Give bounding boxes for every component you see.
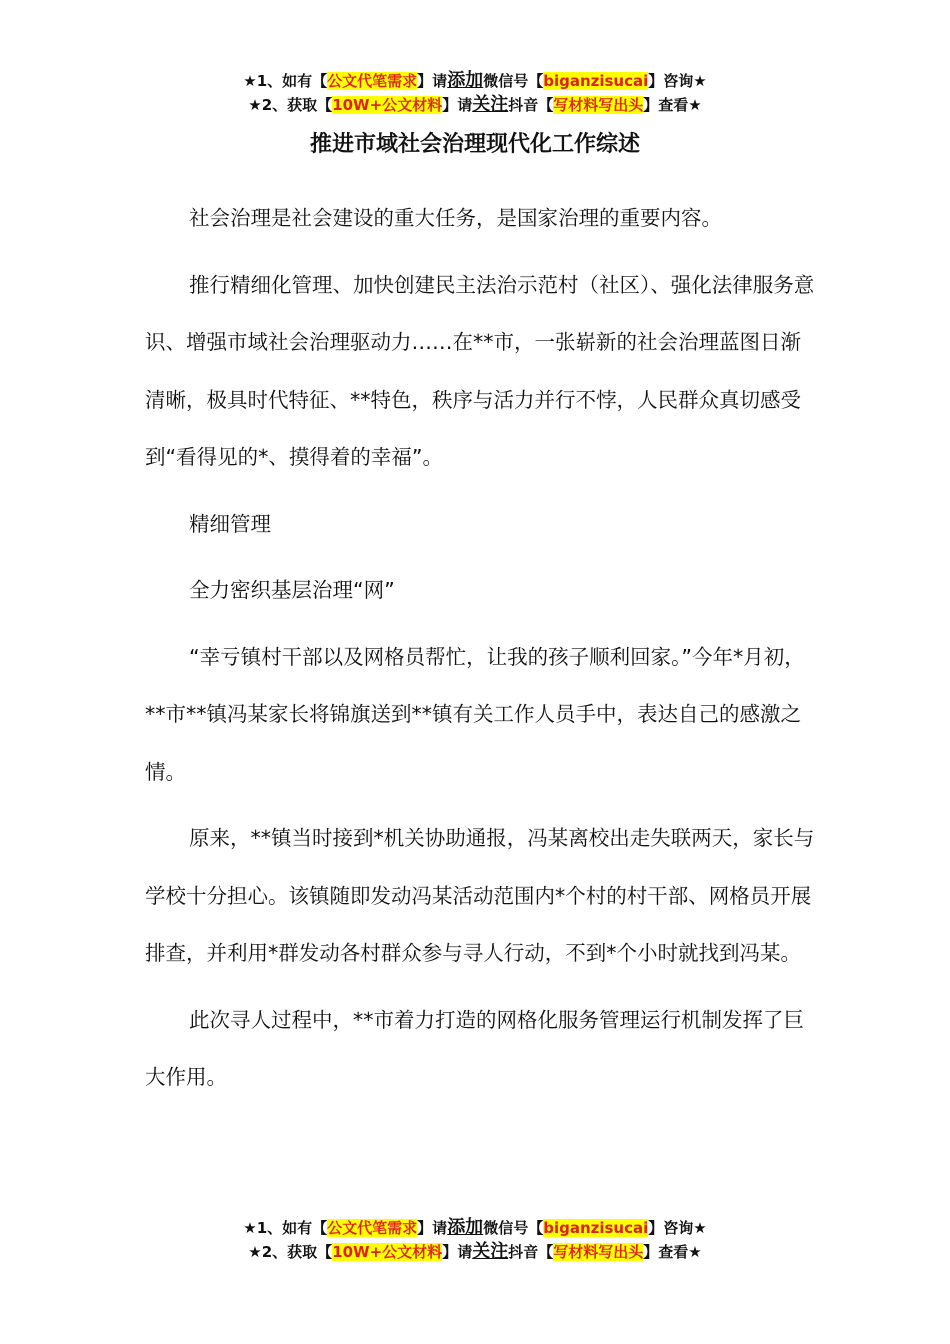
banner-line-1 bbox=[0, 69, 950, 93]
paragraph: “幸亏镇村干部以及网格员帮忙，让我的孩子顺利回家。”今年*月初，**市**镇冯某家长将锦旗送到**镇有关工作人员手中，表达自己的感激之情。 bbox=[145, 644, 805, 784]
banner-highlight: 10W+公文材料 bbox=[332, 1243, 443, 1261]
header-banner bbox=[0, 69, 950, 117]
banner-text: ★2、获取【 bbox=[248, 1243, 333, 1261]
banner-text: ★2、获取【 bbox=[248, 96, 333, 114]
paragraph: 原来，**镇当时接到*机关协助通报，冯某离校出走失联两天，家长与学校十分担心。该镇随即发动冯某活动范围内*个村的村干部、网格员开展排查，并利用*群发动各村群众参与寻人行动，不到*个小时就找到冯某。 bbox=[145, 826, 815, 965]
banner-highlight: 公文代笔需求 bbox=[327, 72, 418, 90]
banner-highlight: 写材料写出头 bbox=[553, 1243, 644, 1261]
banner-emphasis: 添加 bbox=[447, 1217, 484, 1238]
banner-text: 抖音【 bbox=[508, 1243, 554, 1261]
document-title: 推进市域社会治理现代化工作综述 bbox=[309, 132, 640, 157]
banner-emphasis: 关注 bbox=[472, 1241, 509, 1262]
banner-line-1 bbox=[0, 1216, 950, 1240]
banner-text: 】请 bbox=[442, 1243, 473, 1261]
banner-text: 】请 bbox=[417, 72, 448, 90]
banner-emphasis: 添加 bbox=[447, 70, 484, 91]
footer-banner bbox=[0, 1216, 950, 1264]
paragraph: 此次寻人过程中，**市着力打造的网格化服务管理运行机制发挥了巨大作用。 bbox=[145, 1007, 804, 1089]
section-subheading: 全力密织基层治理“网” bbox=[189, 578, 395, 602]
banner-text: ★1、如有【 bbox=[243, 72, 328, 90]
banner-text: 】查看★ bbox=[643, 96, 702, 114]
paragraph: 推行精细化管理、加快创建民主法治示范村（社区）、强化法律服务意识、增强市域社会治理驱动力……在**市，一张崭新的社会治理蓝图日渐清晰，极具时代特征、**特色，秩序与活力并行不悖，人民群众真切感受到“看得见的*、摸得着的幸福”。 bbox=[145, 272, 815, 469]
banner-text: 】咨询★ bbox=[648, 1219, 707, 1237]
banner-highlight: 10W+公文材料 bbox=[332, 96, 443, 114]
section-heading: 精细管理 bbox=[189, 511, 271, 536]
banner-line-2 bbox=[0, 93, 950, 117]
paragraph: 社会治理是社会建设的重大任务，是国家治理的重要内容。 bbox=[189, 206, 722, 230]
banner-text: 抖音【 bbox=[508, 96, 554, 114]
document-body bbox=[145, 190, 815, 1116]
banner-highlight: 公文代笔需求 bbox=[327, 1219, 418, 1237]
banner-text: 微信号【 bbox=[483, 1219, 544, 1237]
banner-text: 微信号【 bbox=[483, 72, 544, 90]
banner-emphasis: 关注 bbox=[472, 94, 509, 115]
banner-text: 】查看★ bbox=[643, 1243, 702, 1261]
banner-wechat-id: biganzisucai bbox=[543, 72, 649, 90]
banner-highlight: 写材料写出头 bbox=[553, 96, 644, 114]
banner-wechat-id: biganzisucai bbox=[543, 1219, 649, 1237]
banner-text: 】请 bbox=[417, 1219, 448, 1237]
banner-line-2 bbox=[0, 1240, 950, 1264]
banner-text: 】咨询★ bbox=[648, 72, 707, 90]
banner-text: 】请 bbox=[442, 96, 473, 114]
banner-text: ★1、如有【 bbox=[243, 1219, 328, 1237]
